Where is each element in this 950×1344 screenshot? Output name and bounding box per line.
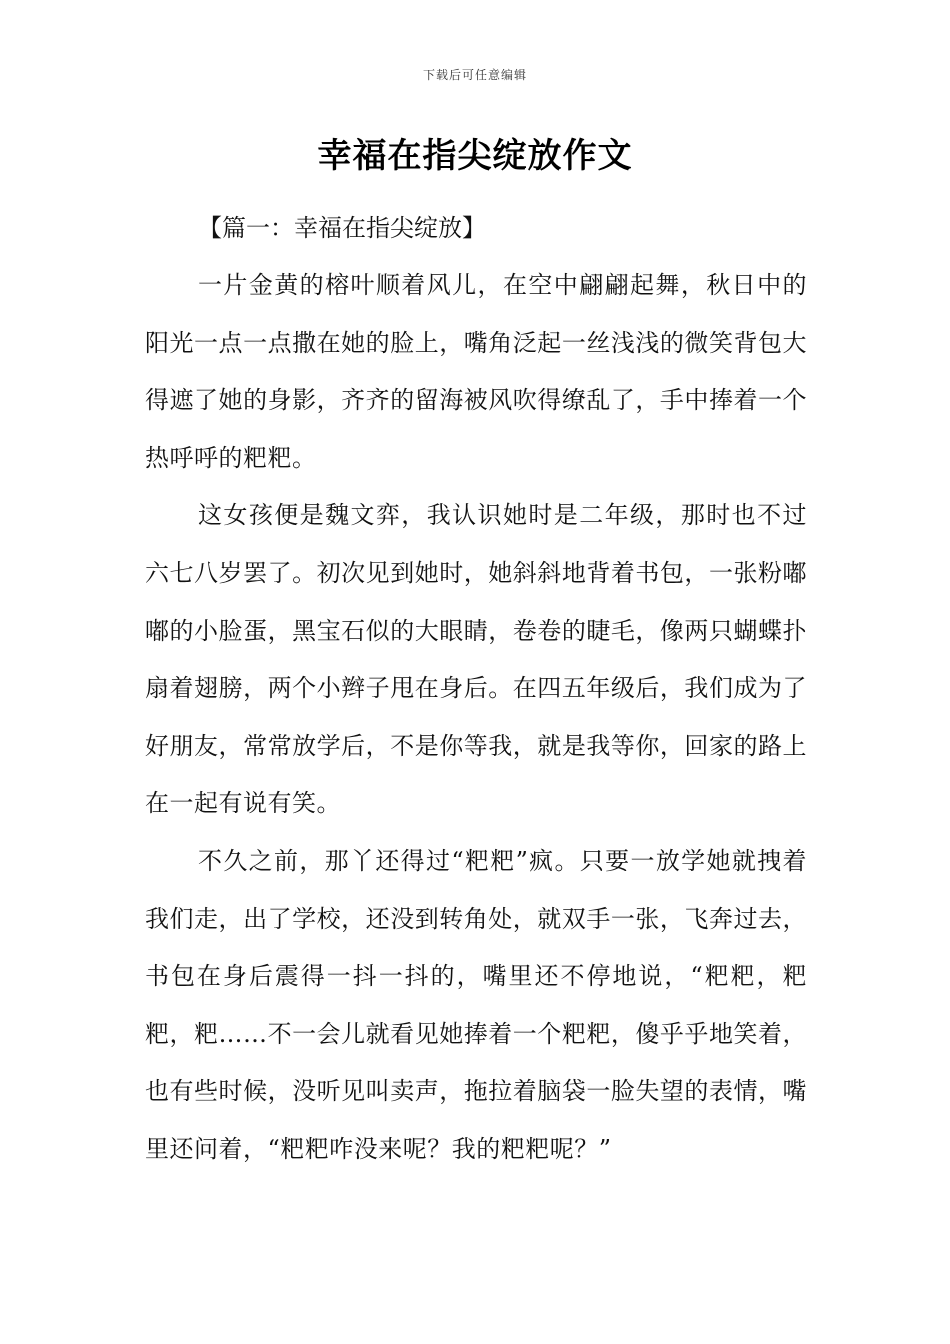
header-note: 下载后可任意编辑 [422,68,527,82]
page-title: 幸福在指尖绽放作文 [317,136,633,176]
article-body [145,200,807,1179]
section-heading: 【篇一：幸福在指尖绽放】 [198,214,486,242]
paragraph-1: 一片金黄的榕叶顺着风儿，在空中翩翩起舞，秋日中的阳光一点一点撒在她的脸上，嘴角泛起一丝浅浅的微笑背包大得遮了她的身影，齐齐的留海被风吹得缭乱了，手中捧着一个热呼呼的粑粑。 [145,271,807,472]
paragraph-3: 不久之前，那丫还得过“粑粑”疯。只要一放学她就拽着我们走，出了学校，还没到转角处，就双手一张，飞奔过去，书包在身后震得一抖一抖的，嘴里还不停地说，“粑粑，粑粑，粑……不一会儿就看见她捧着一个粑粑，傻乎乎地笑着，也有些时候，没听见叫卖声，拖拉着脑袋一脸失望的表情，嘴里还问着，“粑粑咋没来呢？我的粑粑呢？” [145,846,807,1163]
paragraph-2: 这女孩便是魏文弈，我认识她时是二年级，那时也不过六七八岁罢了。初次见到她时，她斜斜地背着书包，一张粉嘟嘟的小脸蛋，黑宝石似的大眼睛，卷卷的睫毛，像两只蝴蝶扑扇着翅膀，两个小辫子甩在身后。在四五年级后，我们成为了好朋友，常常放学后，不是你等我，就是我等你，回家的路上在一起有说有笑。 [145,501,807,818]
